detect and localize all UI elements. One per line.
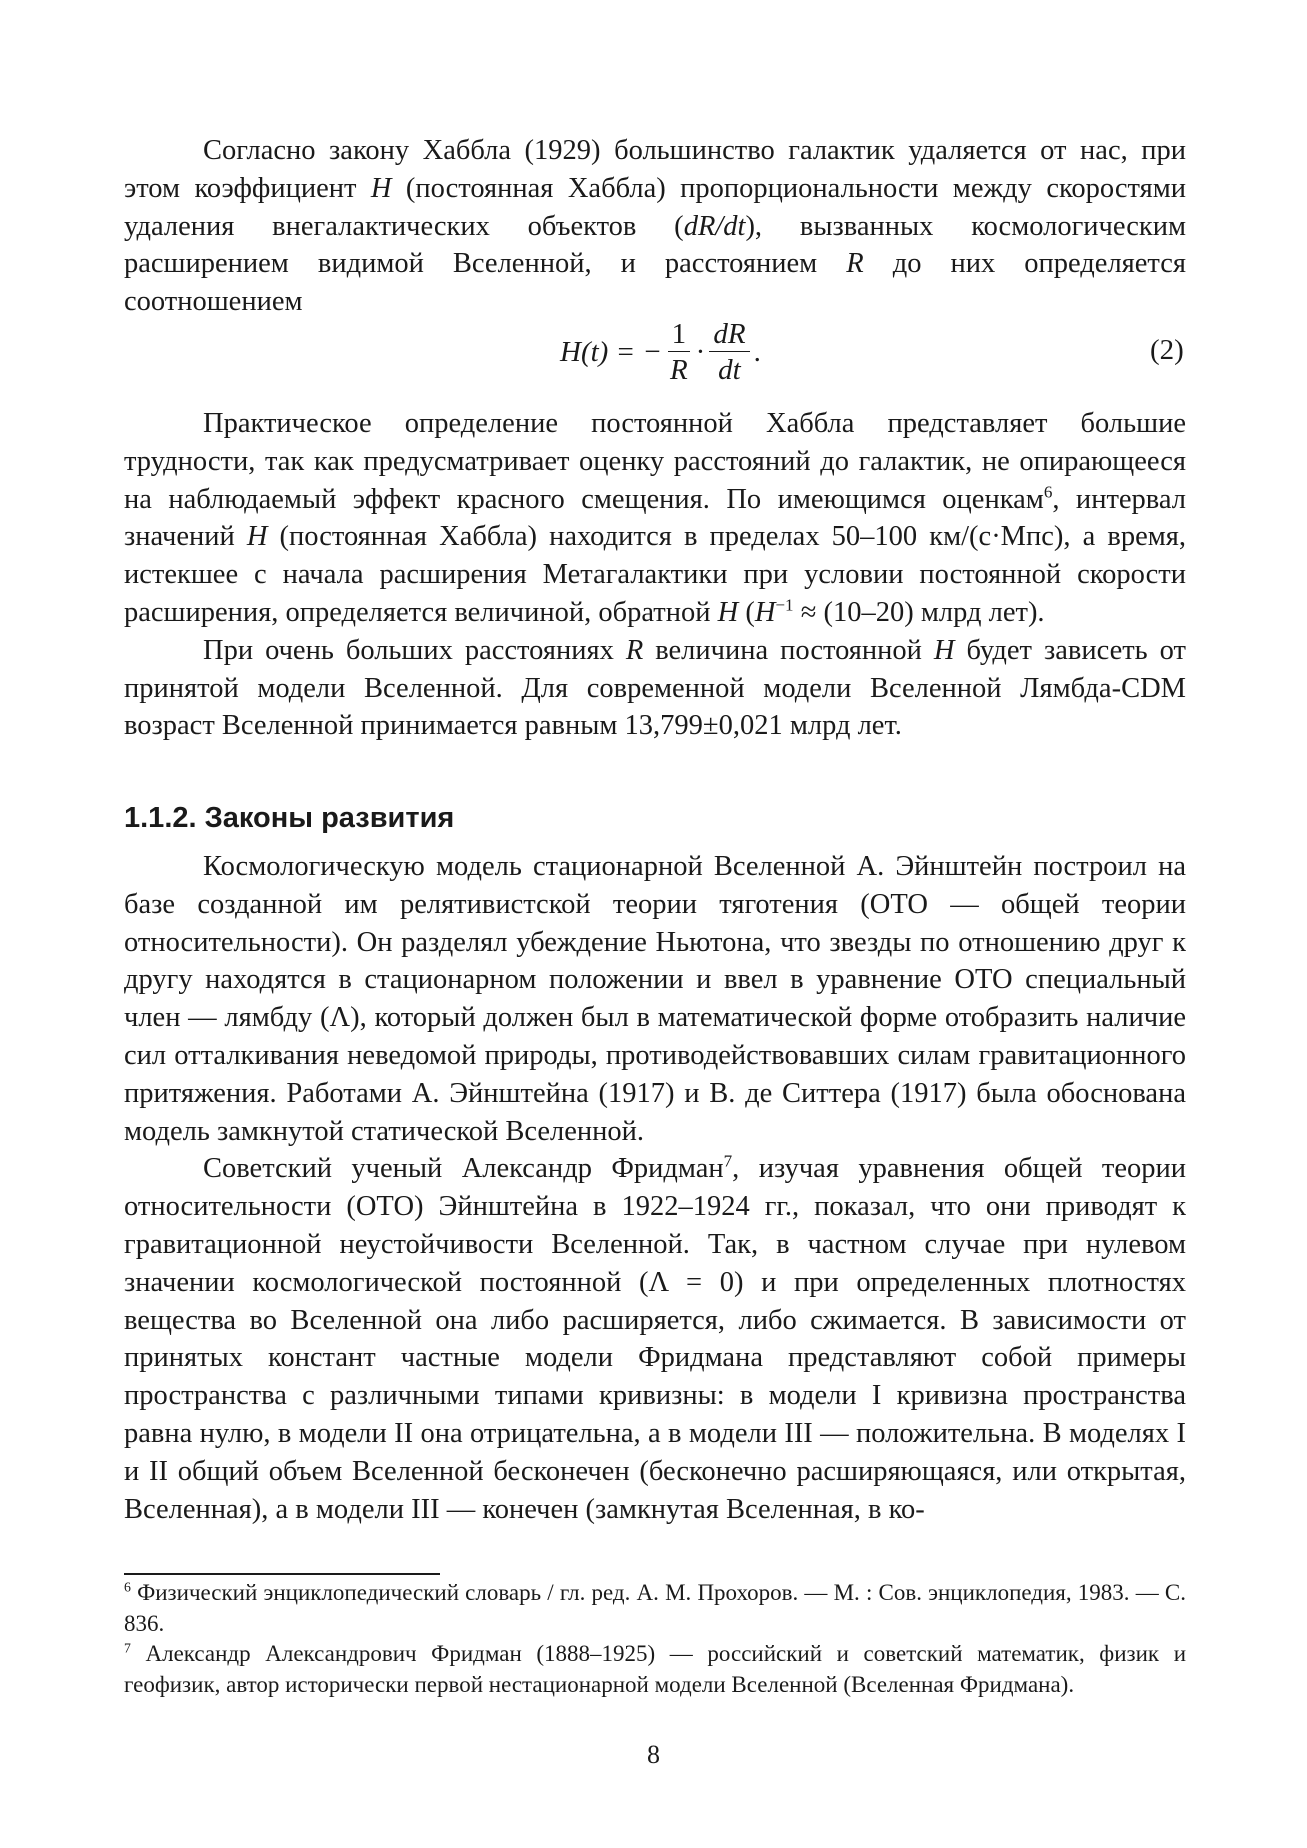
- footnotes: [124, 1578, 1186, 1700]
- section-heading: 1.1.2. Законы развития: [124, 802, 455, 834]
- fraction-one-over-r: $\frac{1}{R}$: [666, 317, 692, 388]
- page-number: 8: [647, 1740, 660, 1769]
- footnote-6: $^6$ Физический энциклопедический словарь / гл. ред. А. М. Прохоров. — М. : Сов. энциклопедия, 1983. — С. 836.: [124, 1579, 1186, 1636]
- paragraph-hubble-law: Согласно закону Хаббла (1929) большинство галактик удаляется от нас, при этом коэффициент H (постоянная Хаббла) пропорциональности между скоростями удаления внегалактических объектов (dR/dt), вызванных космологическим расширением видимой Вселенной, и расстоянием R до них определяется соотношением: [124, 135, 1187, 318]
- footnote-ref-7[interactable]: 7: [723, 1151, 733, 1171]
- paragraph-large-distances: При очень больших расстояниях R величина постоянной H будет зависеть от принятой модели Вселенной. Для современной модели Вселенной Лямбда-CDM возраст Вселенной принимается равным 13,799±0,021 млрд лет.: [124, 634, 1186, 742]
- paragraph-hubble-constant: Практическое определение постоянной Хаббла представляет большие трудности, так как предусматривает оценку расстояний до галактик, не опирающееся на наблюдаемый эффект красного смещения. По имеющимся оценкам$^6$, интервал значений H (постоянная Хаббла) находится в пределах 50–100 км/(с·Мпс), а время, истекшее с начала расширения Метагалактики при условии постоянной скорости расширения, определяется величиной, обратной H ($H^{-1} \approx (10-20)$ млрд лет). При очень больших расстояниях R величина постоянной H будет зависеть от принятой модели Вселенной. Для современной модели Вселенной Лямбда-CDM возраст Вселенной принимается равным 13,799±0,021 млрд лет.: [124, 405, 1186, 745]
- hubble-formula: H(t) = − $\frac{1}{R}$ · $\frac{dR}{dt}$ .: [560, 317, 761, 386]
- footnote-ref-6[interactable]: 6: [1043, 482, 1053, 502]
- paragraph-einstein-model: Космологическую модель стационарной Вселенной А. Эйнштейн построил на базе созданной им релятивистской теории тяготения (ОТО — общей теории относительности). Он разделял убеждение Ньютона, что звезды по отношению друг к другу находятся в стационарном положении и ввел в уравнение ОТО специальный член — лямбду (Λ), который должен был в математической форме отобразить наличие сил отталкивания неведомой природы, противодействовавших силам гравитационного притяжения. Работами А. Эйнштейна (1917) и В. де Ситтера (1917) была обоснована модель замкнутой статической Вселенной. Советский ученый Александр Фридман$^7$, изучая уравнения общей теории относительности (ОТО) Эйнштейна в 1922–1924 гг., показал, что они приводят к гравитационной неустойчивости Вселенной. Так, в частном случае при нулевом значении космологической постоянной (Λ = 0) и при определенных плотностях вещества во Вселенной она либо расширяется, либо сжимается. В зависимости от принятых констант частные модели Фридмана представляют собой примеры пространства с различными типами кривизны: в модели I кривизна пространства равна нулю, в модели II она отрицательна, а в модели III — положительна. В моделях I и II общий объем Вселенной бесконечен (бесконечно расширяющаяся, или открытая, Вселенная), а в модели III — конечен (замкнутая Вселенная, в ко-: [124, 848, 1186, 1528]
- equation-number: (2): [1150, 334, 1184, 366]
- paragraph-friedmann: Советский ученый Александр Фридман$^7$, изучая уравнения общей теории относительности (ОТО) Эйнштейна в 1922–1924 гг., показал, что они приводят к гравитационной неустойчивости Вселенной. Так, в частном случае при нулевом значении космологической постоянной (Λ = 0) и при определенных плотностях вещества во Вселенной она либо расширяется, либо сжимается. В зависимости от принятых констант частные модели Фридмана представляют собой примеры пространства с различными типами кривизны: в модели I кривизна пространства равна нулю, в модели II она отрицательна, а в модели III — положительна. В моделях I и II общий объем Вселенной бесконечен (бесконечно расширяющаяся, или открытая, Вселенная), а в модели III — конечен (замкнутая Вселенная, в ко-: [124, 1151, 1186, 1525]
- footnote-7: $^7$ Александр Александрович Фридман (1888–1925) — российский и советский математик, физик и геофизик, автор исторически первой нестационарной модели Вселенной (Вселенная Фридмана).: [124, 1640, 1186, 1697]
- footnote-separator: [124, 1573, 440, 1575]
- fraction-dr-dt: $\frac{dR}{dt}$: [709, 317, 749, 388]
